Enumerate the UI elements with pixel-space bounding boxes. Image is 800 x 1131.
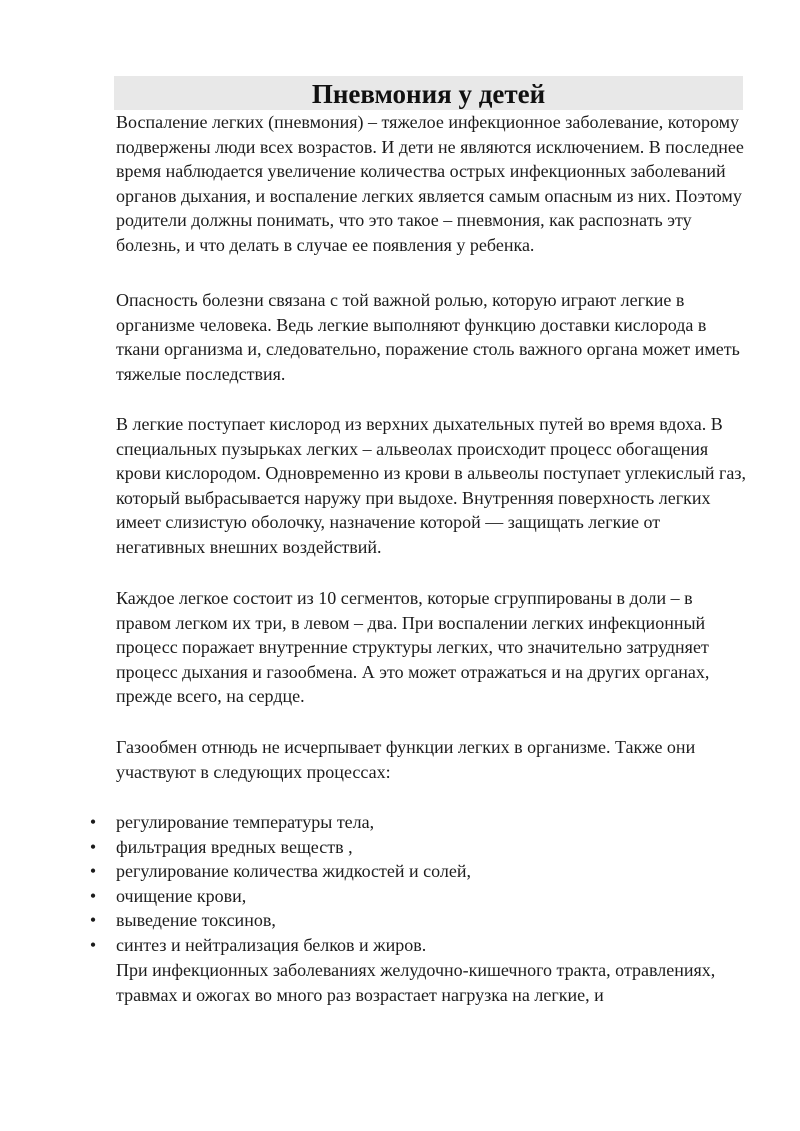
list-item: [86, 933, 746, 958]
functions-list: [86, 810, 746, 957]
list-item-text: фильтрация вредных веществ ,: [116, 836, 353, 857]
paragraph-functions: Газообмен отнюдь не исчерпывает функции легких в организме. Также они участвуют в следующих процессах:: [116, 737, 696, 782]
bullet-icon: •: [89, 861, 97, 881]
bullet-icon: •: [89, 910, 97, 930]
paragraph-intro: Воспаление легких (пневмония) – тяжелое инфекционное заболевание, которому подвержены люди всех возрастов. И дети не являются исключением. В последнее время наблюдается увеличение количества острых инфекционных заболеваний органов дыхания, и воспаление легких является самым опасным из них. Поэтому родители должны понимать, что это такое – пневмония, как распознать эту болезнь, и что делать в случае ее появления у ребенка.: [116, 112, 744, 255]
list-item-text: регулирование количества жидкостей и солей,: [116, 861, 471, 881]
paragraph-oxygen: В легкие поступает кислород из верхних дыхательных путей во время вдоха. В специальных пузырьках легких – альвеолах происходит процесс обогащения крови кислородом. Одновременно из крови в альвеолы поступает углекислый газ, который выбрасывается наружу при выдохе. Внутренняя поверхность легких имеет слизистую оболочку, назначение которой — защищать легкие от негативных внешних воздействий.: [116, 414, 746, 557]
paragraph-segments: Каждое легкое состоит из 10 сегментов, которые сгруппированы в доли – в правом легком их три, в левом – два. При воспалении легких инфекционный процесс поражает внутренние структуры легких, что значительно затрудняет процесс дыхания и газообмена. А это может отражаться и на других органах, прежде всего, на сердце.: [116, 588, 710, 706]
bullet-icon: •: [89, 934, 97, 955]
list-item-text: очищение крови,: [116, 885, 247, 906]
list-item: [86, 908, 746, 933]
bullet-icon: •: [89, 812, 97, 832]
list-item: [86, 859, 746, 884]
bullet-icon: •: [89, 836, 97, 857]
list-item-text: регулирование температуры тела,: [116, 812, 375, 832]
document-title: Пневмония у детей: [311, 79, 546, 109]
paragraph-closing: При инфекционных заболеваниях желудочно-кишечного тракта, отравлениях, травмах и ожогах во много раз возрастает нагрузка на легкие, и: [116, 960, 716, 1005]
list-item: [86, 810, 746, 835]
paragraph-danger: Опасность болезни связана с той важной ролью, которую играют легкие в организме человека. Ведь легкие выполняют функцию доставки кислорода в ткани организма и, следовательно, поражение столь важного органа может иметь тяжелые последствия.: [116, 290, 740, 384]
list-item-text: выведение токсинов,: [116, 910, 276, 930]
bullet-icon: •: [89, 885, 97, 906]
list-item: [86, 835, 746, 860]
list-item-text: синтез и нейтрализация белков и жиров.: [116, 934, 427, 955]
list-item: [86, 884, 746, 909]
